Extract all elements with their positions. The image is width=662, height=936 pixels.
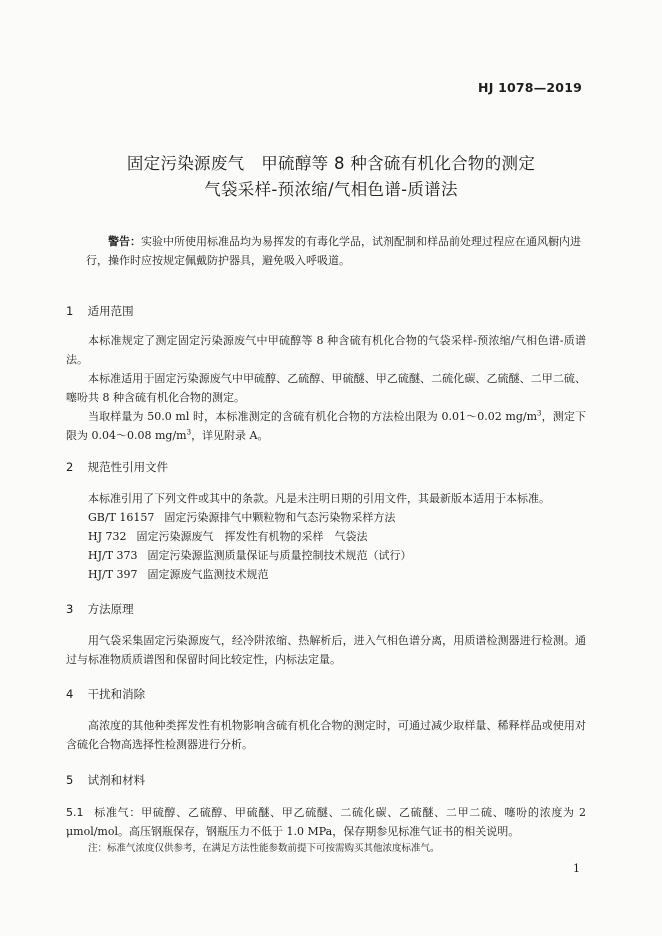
section-5-heading	[66, 772, 145, 788]
section-2-heading	[66, 459, 168, 475]
section-1-paragraph-2: 本标准适用于固定污染源废气中甲硫醇、乙硫醇、甲硫醚、甲乙硫醚、二硫化碳、乙硫醚、二甲二硫、噻吩共 8 种含硫有机化合物的测定。	[66, 372, 586, 404]
reference-code: GB/T 16157	[88, 511, 155, 524]
section-2-number: 2	[66, 460, 74, 474]
section-1-heading	[66, 303, 134, 319]
section-3-title: 方法原理	[87, 602, 134, 616]
section-3-paragraph-1: 用气袋采集固定污染源废气，经冷阱浓缩、热解析后，进入气相色谱分离，用质谱检测器进行检测。通过与标准物质质谱图和保留时间比较定性，内标法定量。	[66, 634, 586, 666]
warning-block	[86, 232, 588, 270]
item-number: 5.1	[66, 806, 84, 819]
section-4-number: 4	[66, 687, 74, 701]
section-5-item-paragraph	[66, 803, 586, 841]
section-5-number: 5	[66, 773, 74, 787]
reference-name: 固定污染源监测质量保证与质量控制技术规范（试行）	[147, 549, 412, 562]
reference-code: HJ 732	[88, 530, 127, 543]
section-4-body	[66, 716, 586, 754]
section-5-item-5-1	[66, 803, 586, 841]
reference-item	[88, 565, 588, 584]
unit-superscript-2: 3	[186, 428, 192, 437]
determination-limit-text: ，测定下限为 0.04～0.08 mg/m	[66, 410, 587, 442]
item-text: 标准气：甲硫醇、乙硫醇、甲硫醚、甲乙硫醚、二硫化碳、乙硫醚、二甲二硫、噻吩的浓度为 2 μmol/mol。高压钢瓶保存，钢瓶压力不低于 1.0 MPa，保存期参见标准气证书的相关说明。	[66, 806, 586, 838]
section-1-number: 1	[66, 304, 74, 318]
warning-text: 实验中所使用标准品均为易挥发的有毒化学品，试剂配制和样品前处理过程应在通风橱内进行，操作时应按规定佩戴防护器具，避免吸入呼吸道。	[86, 235, 581, 267]
section-2-intro	[66, 489, 586, 508]
reference-name: 固定污染源废气 挥发性有机物的采样 气袋法	[136, 530, 368, 543]
reference-name: 固定源废气监测技术规范	[147, 568, 269, 581]
section-4-title: 干扰和消除	[87, 687, 146, 701]
reference-code: HJ/T 397	[88, 568, 138, 581]
section-3-body	[66, 631, 586, 669]
warning-label: 警告：	[108, 235, 141, 248]
section-1-title: 适用范围	[87, 304, 134, 318]
document-title-line1: 固定污染源废气 甲硫醇等 8 种含硫有机化合物的测定	[126, 154, 536, 173]
section-3-number: 3	[66, 602, 74, 616]
reference-item	[88, 508, 588, 527]
section-5-title: 试剂和材料	[87, 773, 146, 787]
standard-number: HJ 1078—2019	[478, 80, 582, 95]
reference-code: HJ/T 373	[88, 549, 138, 562]
reference-item	[88, 527, 588, 546]
reference-name: 固定污染源排气中颗粒物和气态污染物采样方法	[164, 511, 396, 524]
section-3-heading	[66, 601, 134, 617]
section-2-intro-text: 本标准引用了下列文件或其中的条款。凡是未注明日期的引用文件，其最新版本适用于本标准。	[88, 492, 550, 505]
page-number: 1	[573, 862, 580, 875]
detection-limit-text: 当取样量为 50.0 ml 时，本标准测定的含硫有机化合物的方法检出限为 0.01～0.02 mg/m	[88, 410, 538, 423]
unit-superscript: 3	[537, 409, 542, 418]
section-4-paragraph-1: 高浓度的其他种类挥发性有机物影响含硫有机化合物的测定时，可通过减少取样量、稀释样品或使用对含硫化合物高选择性检测器进行分析。	[66, 719, 586, 751]
document-title-line2: 气袋采样-预浓缩/气相色谱-质谱法	[204, 180, 458, 199]
appendix-ref-text: ，详见附录 A。	[191, 429, 269, 442]
section-4-heading	[66, 686, 145, 702]
reference-item	[88, 546, 588, 565]
reference-list	[88, 508, 588, 584]
section-1-paragraph-1: 本标准规定了测定固定污染源废气中甲硫醇等 8 种含硫有机化合物的气袋采样-预浓缩/气相色谱-质谱法。	[66, 334, 586, 366]
section-1-paragraph-3	[66, 407, 586, 445]
note-text: 注：标准气浓度仅供参考，在满足方法性能参数前提下可按需购买其他浓度标准气。	[88, 843, 440, 854]
section-1-body	[66, 331, 586, 445]
section-2-title: 规范性引用文件	[87, 460, 169, 474]
